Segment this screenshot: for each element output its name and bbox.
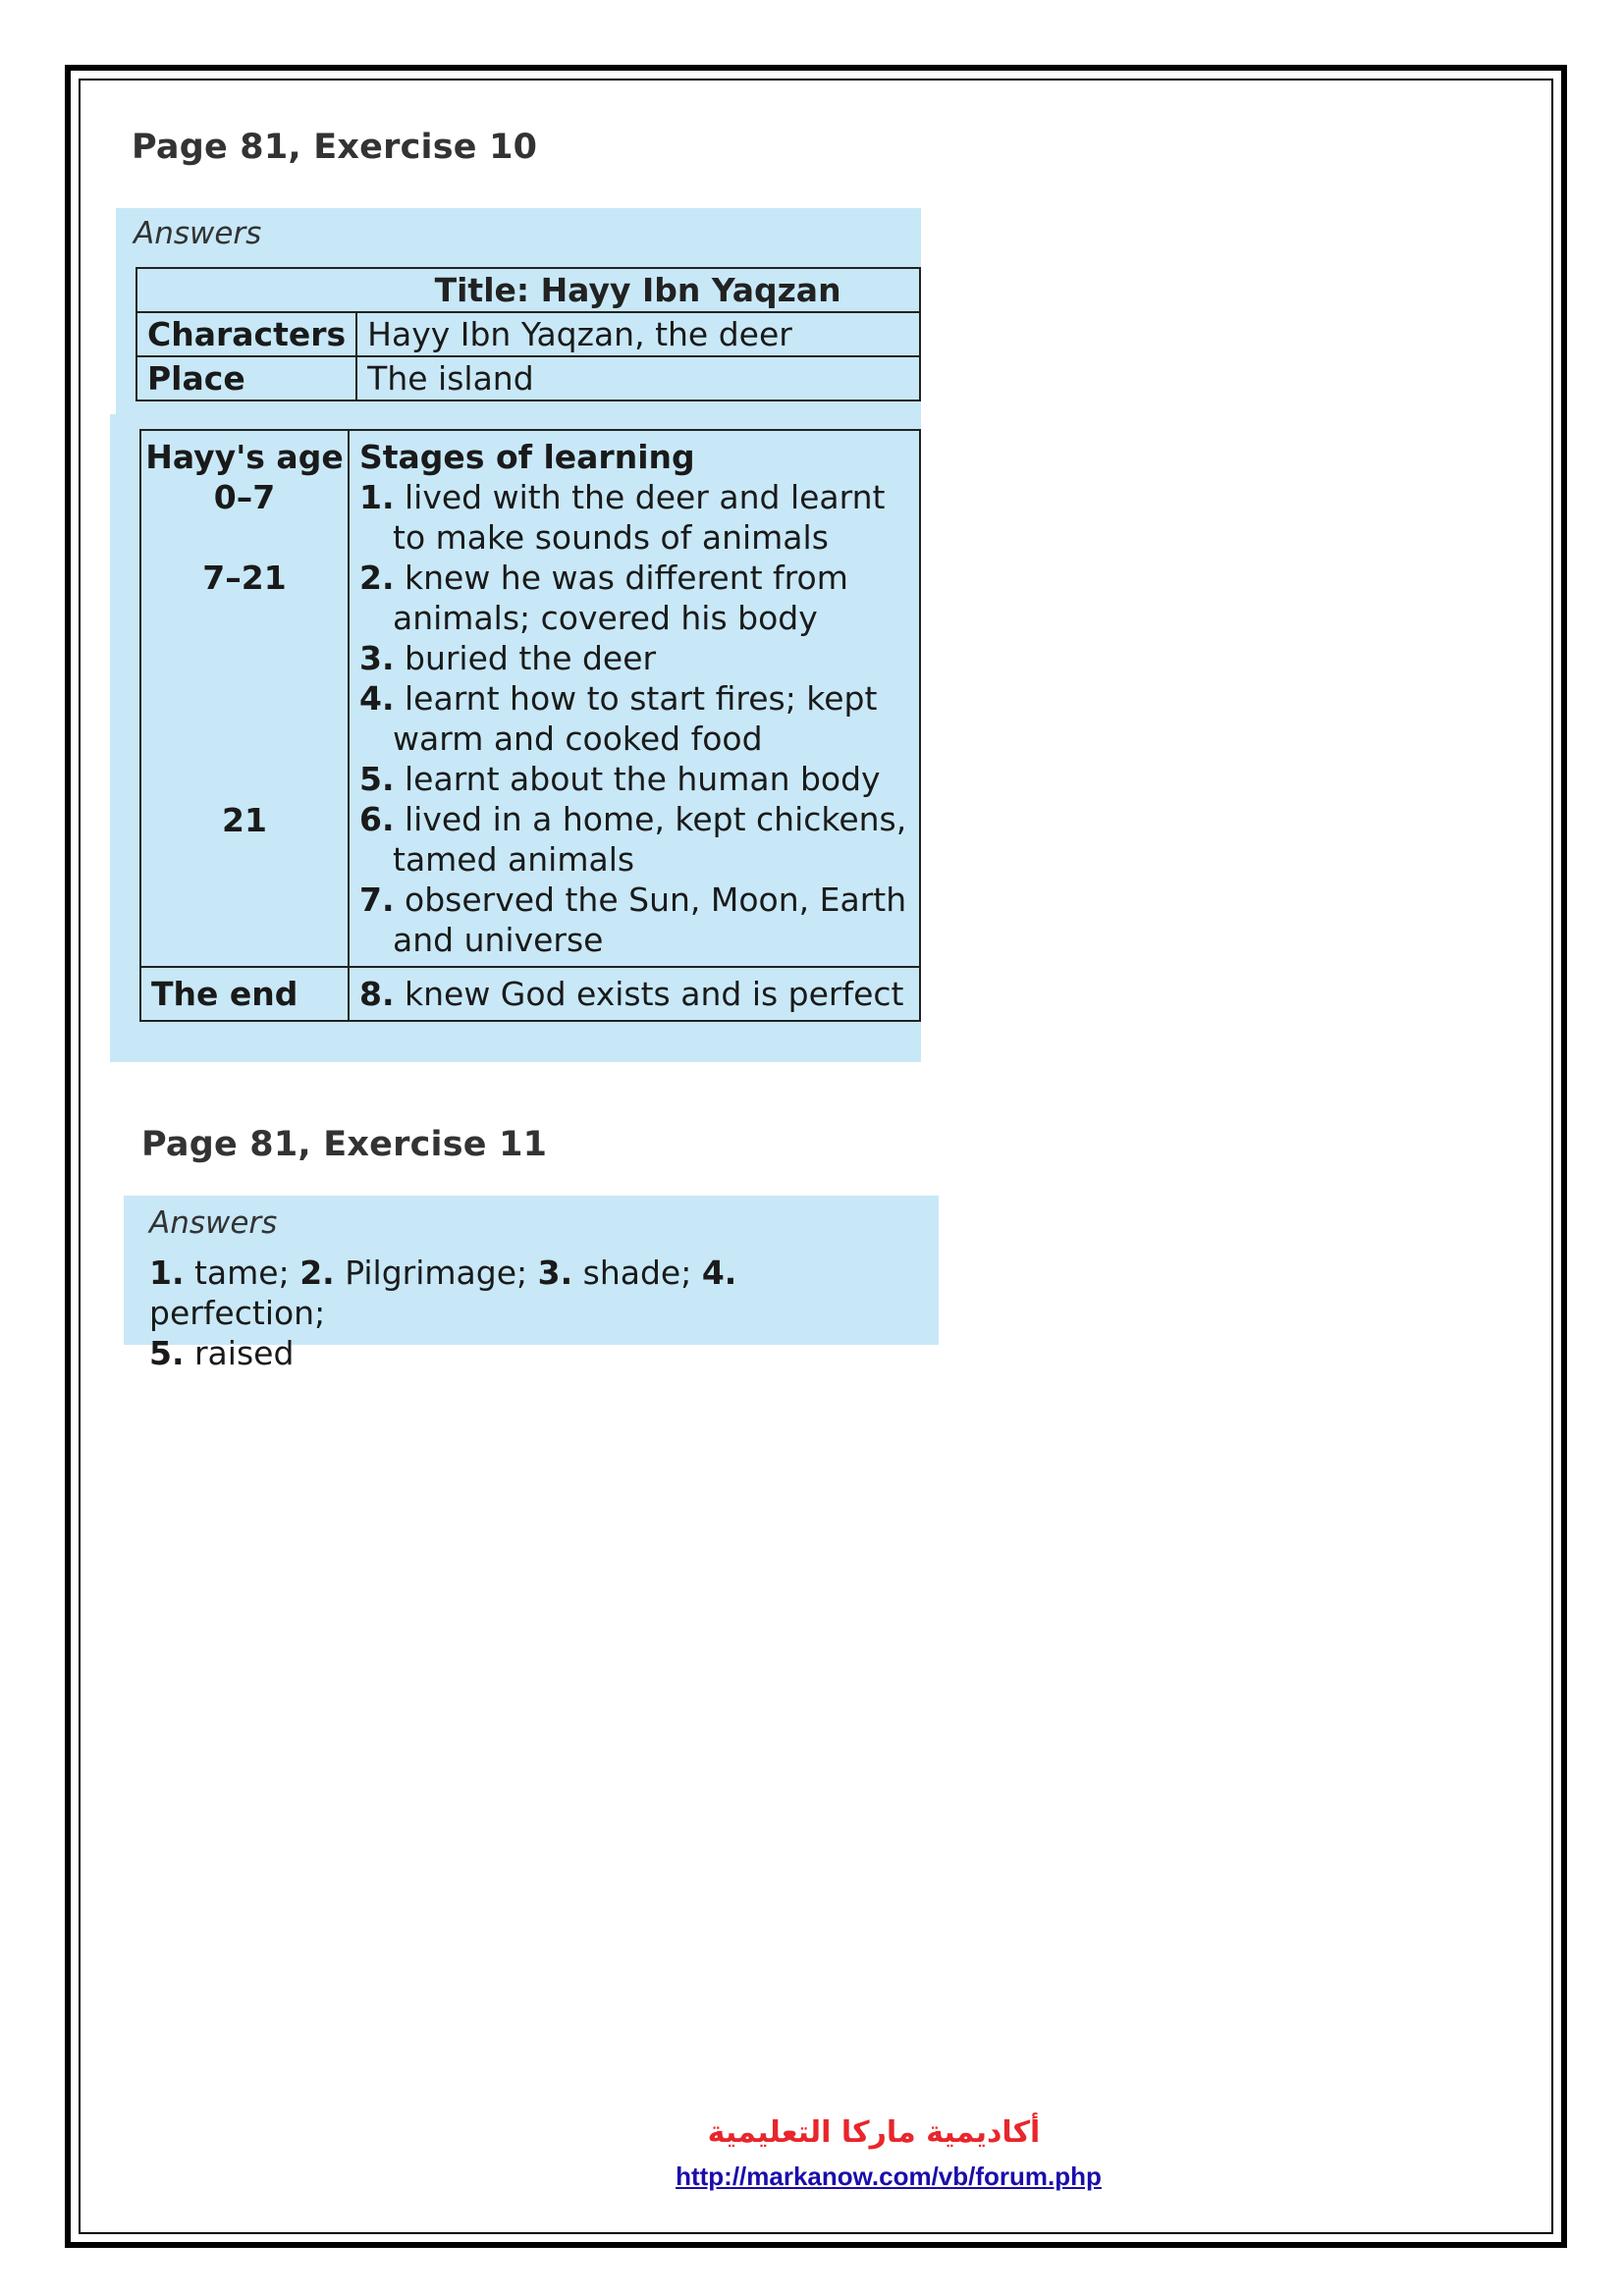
list-item: 2. knew he was different from animals; covered his body xyxy=(359,559,848,637)
answer-number: 2. xyxy=(299,1254,335,1292)
characters-label: Characters xyxy=(136,312,356,356)
table-cell-empty xyxy=(136,268,356,312)
table-row xyxy=(140,430,920,967)
place-value: The island xyxy=(356,356,920,400)
age-7-21: 7–21 xyxy=(202,559,287,597)
exercise11-answers xyxy=(149,1253,915,1373)
exercise11-answers-label: Answers xyxy=(149,1205,278,1241)
table-row xyxy=(140,967,920,1021)
story-summary-table xyxy=(135,267,921,401)
table-row xyxy=(136,268,920,312)
answer-text: raised xyxy=(184,1334,295,1372)
end-label: The end xyxy=(140,967,349,1021)
answer-text: tame; xyxy=(184,1254,300,1292)
footer-forum-link[interactable]: http://markanow.com/vb/forum.php xyxy=(676,2162,1102,2191)
stages-column xyxy=(349,430,920,967)
end-stage: 8. knew God exists and is perfect xyxy=(349,967,920,1021)
list-item: 7. observed the Sun, Moon, Earth and universe xyxy=(359,881,907,959)
exercise11-heading: Page 81, Exercise 11 xyxy=(141,1125,548,1164)
answer-text: Pilgrimage; xyxy=(334,1254,538,1292)
place-label: Place xyxy=(136,356,356,400)
answer-number: 3. xyxy=(537,1254,573,1292)
answer-text: perfection; xyxy=(149,1294,326,1332)
list-item: 3. buried the deer xyxy=(359,639,657,677)
list-item: 1. lived with the deer and learnt to make sounds of animals xyxy=(359,478,886,557)
list-item: 5. learnt about the human body xyxy=(359,760,881,798)
answer-number: 1. xyxy=(149,1254,185,1292)
answer-number: 4. xyxy=(701,1254,737,1292)
list-item: 6. lived in a home, kept chickens, tamed animals xyxy=(359,800,907,879)
footer-arabic-title: أكاديمية ماركا التعليمية xyxy=(707,2115,1041,2150)
exercise10-heading: Page 81, Exercise 10 xyxy=(132,128,538,167)
age-header: Hayy's age xyxy=(145,438,344,476)
table-row xyxy=(136,312,920,356)
answer-number: 5. xyxy=(149,1334,185,1372)
age-column xyxy=(140,430,349,967)
age-0-7: 0–7 xyxy=(213,478,276,516)
answer-text: shade; xyxy=(572,1254,702,1292)
table-row xyxy=(136,356,920,400)
stages-table xyxy=(139,429,921,1022)
list-item: 4. learnt how to start fires; kept warm and cooked food xyxy=(359,679,878,758)
age-21: 21 xyxy=(222,801,267,839)
exercise10-answers-label: Answers xyxy=(134,216,262,251)
story-title: Title: Hayy Ibn Yaqzan xyxy=(356,268,920,312)
stages-header: Stages of learning xyxy=(359,438,695,476)
characters-value: Hayy Ibn Yaqzan, the deer xyxy=(356,312,920,356)
